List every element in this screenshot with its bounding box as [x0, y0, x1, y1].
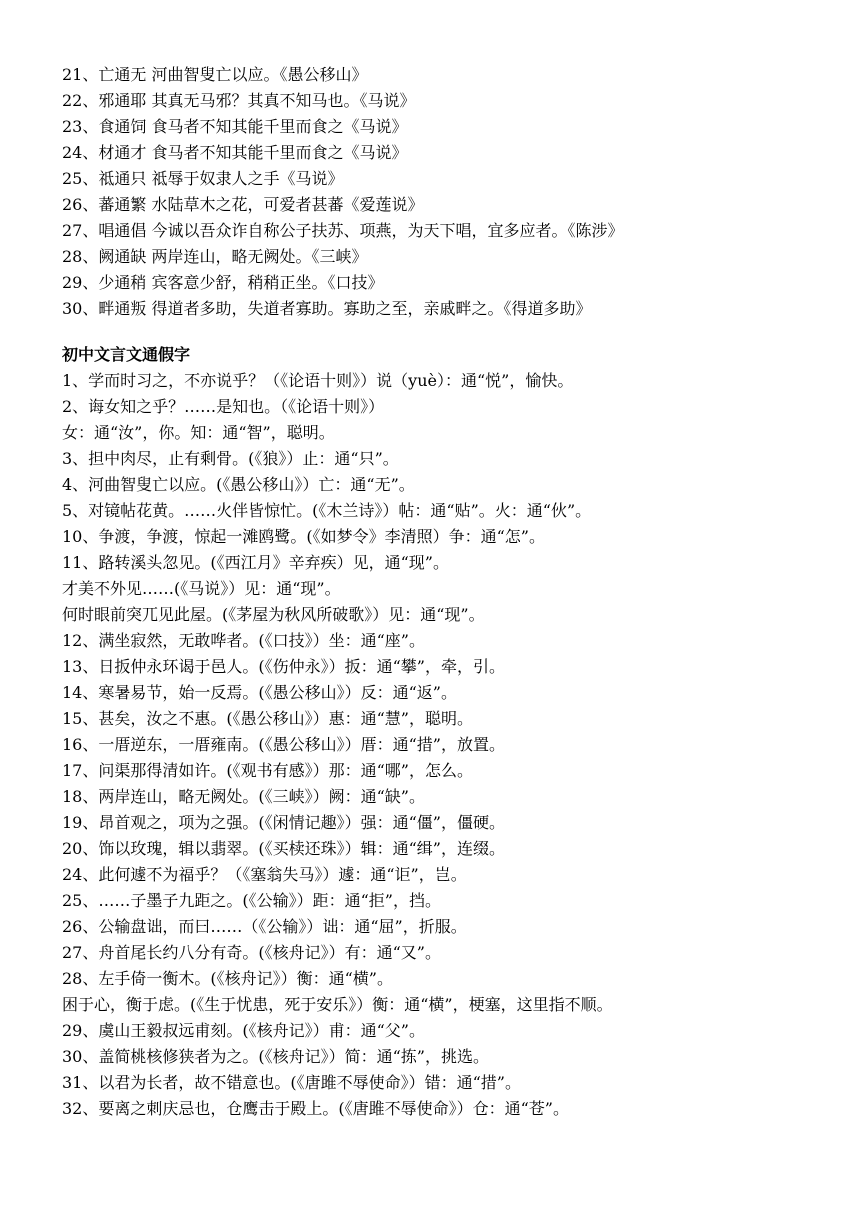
section-tongjia-list [62, 62, 852, 322]
tongjia-entry-line: 28、阙通缺 两岸连山，略无阙处。《三峡》 [62, 247, 368, 266]
example-entry-line: 25、……子墨子九距之。(《公输》）距：通“拒”，挡。 [62, 891, 441, 910]
example-entry-line: 11、路转溪头忽见。(《西江月》辛弃疾）见，通“现”。 [62, 553, 449, 572]
tongjia-entry-line: 24、材通才 食马者不知其能千里而食之《马说》 [62, 143, 408, 162]
example-entry-line: 何时眼前突兀见此屋。(《茅屋为秋风所破歌》）见：通“现”。 [62, 605, 485, 624]
example-entry-line: 29、虞山王毅叔远甫刻。(《核舟记》）甫：通“父”。 [62, 1021, 425, 1040]
tongjia-entry-line: 30、畔通叛 得道者多助，失道者寡助。寡助之至，亲戚畔之。《得道多助》 [62, 299, 592, 318]
example-entry-line: 27、舟首尾长约八分有奇。(《核舟记》）有：通“又”。 [62, 943, 441, 962]
section-tongjia-examples [62, 368, 852, 1122]
example-entry-line: 14、寒暑易节，始一反焉。(《愚公移山》）反：通“返”。 [62, 683, 457, 702]
example-entry-line: 女：通“汝”，你。知：通“智”，聪明。 [62, 423, 335, 442]
example-entry-line: 20、饰以玫瑰，辑以翡翠。(《买椟还珠》）辑：通“缉”，连缀。 [62, 839, 505, 858]
tongjia-entry-line: 23、食通饲 食马者不知其能千里而食之《马说》 [62, 117, 408, 136]
example-entry-line: 困于心，衡于虑。(《生于忧患，死于安乐》）衡：通“横”，梗塞，这里指不顺。 [62, 995, 613, 1014]
example-entry-line: 13、日扳仲永环谒于邑人。(《伤仲永》）扳：通“攀”，牵，引。 [62, 657, 505, 676]
section-gap [62, 322, 852, 342]
example-entry-line: 4、河曲智叟亡以应。(《愚公移山》）亡：通“无”。 [62, 475, 415, 494]
example-entry-line: 3、担中肉尽，止有剩骨。(《狼》）止：通“只”。 [62, 449, 399, 468]
example-entry-line: 16、一厝逆东，一厝雍南。(《愚公移山》）厝：通“措”，放置。 [62, 735, 505, 754]
example-entry-line: 10、争渡，争渡，惊起一滩鸥鹭。(《如梦令》李清照）争：通“怎”。 [62, 527, 545, 546]
tongjia-entry-line: 26、蕃通繁 水陆草木之花，可爱者甚蕃《爱莲说》 [62, 195, 424, 214]
example-entry-line: 26、公输盘诎，而曰……（《公输》）诎：通“屈”，折服。 [62, 917, 467, 936]
tongjia-entry-line: 27、唱通倡 今诚以吾众诈自称公子扶苏、项燕，为天下唱，宜多应者。《陈涉》 [62, 221, 624, 240]
example-entry-line: 28、左手倚一衡木。(《核舟记》）衡：通“横”。 [62, 969, 393, 988]
document-page [62, 62, 852, 1122]
tongjia-entry-line: 25、祗通只 祗辱于奴隶人之手《马说》 [62, 169, 344, 188]
example-entry-line: 1、学而时习之，不亦说乎？（《论语十则》）说（yuè）：通“悦”，愉快。 [62, 371, 574, 390]
tongjia-entry-line: 29、少通稍 宾客意少舒，稍稍正坐。《口技》 [62, 273, 384, 292]
example-entry-line: 31、以君为长者，故不错意也。(《唐雎不辱使命》）错：通“措”。 [62, 1073, 521, 1092]
example-entry-line: 5、对镜帖花黄。……火伴皆惊忙。(《木兰诗》）帖：通“贴”。火：通“伙”。 [62, 501, 592, 520]
example-entry-line: 24、此何遽不为福乎？（《塞翁失马》）遽：通“讵”，岂。 [62, 865, 467, 884]
example-entry-line: 才美不外见……(《马说》）见：通“现”。 [62, 579, 341, 598]
example-entry-line: 18、两岸连山，略无阙处。(《三峡》）阙：通“缺”。 [62, 787, 425, 806]
section-heading: 初中文言文通假字 [62, 345, 191, 364]
example-entry-line: 19、昂首观之，项为之强。(《闲情记趣》）强：通“僵”，僵硬。 [62, 813, 505, 832]
tongjia-entry-line: 22、邪通耶 其真无马邪？其真不知马也。《马说》 [62, 91, 416, 110]
tongjia-entry-line: 21、亡通无 河曲智叟亡以应。《愚公移山》 [62, 65, 368, 84]
example-entry-line: 32、要离之刺庆忌也，仓鹰击于殿上。(《唐雎不辱使命》）仓：通“苍”。 [62, 1099, 569, 1118]
example-entry-line: 12、满坐寂然，无敢哗者。(《口技》）坐：通“座”。 [62, 631, 425, 650]
example-entry-line: 2、诲女知之乎？……是知也。（《论语十则》） [62, 397, 385, 416]
example-entry-line: 15、甚矣，汝之不惠。(《愚公移山》）惠：通“慧”，聪明。 [62, 709, 473, 728]
example-entry-line: 30、盖简桃核修狭者为之。(《核舟记》）简：通“拣”，挑选。 [62, 1047, 489, 1066]
example-entry-line: 17、问渠那得清如许。(《观书有感》）那：通“哪”，怎么。 [62, 761, 473, 780]
